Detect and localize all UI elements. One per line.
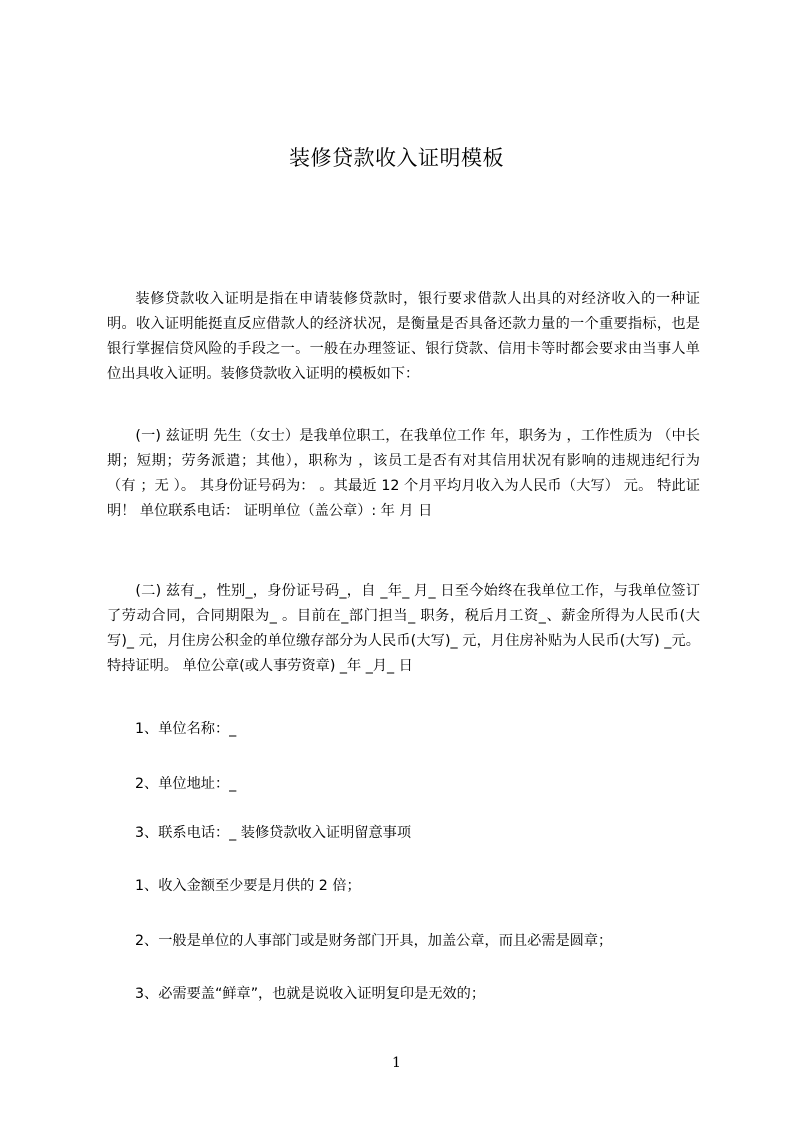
document-title: 装修贷款收入证明模板 xyxy=(289,146,504,170)
intro-paragraph: 装修贷款收入证明是指在申请装修贷款时，银行要求借款人出具的对经济收入的一种证明。收入证明能挺直反应借款人的经济状况，是衡量是否具备还款力量的一个重要指标，也是银行掌握信贷风险的手段之一。一般在办理签证、银行贷款、信用卡等时都会要求由当事人单位出具收入证明。装修贷款收入证明的模板如下： xyxy=(107,291,700,382)
list-item-fresh-seal: 3、必需要盖“鲜章”，也就是说收入证明复印是无效的； xyxy=(135,986,486,1002)
page-number: 1 xyxy=(392,1055,401,1071)
list-item-issuing-department: 2、一般是单位的人事部门或是财务部门开具，加盖公章，而且必需是圆章； xyxy=(135,933,613,949)
template-two-paragraph: (二) 兹有_，性别_，身份证号码_，自 _年_ 月_ 日至今始终在我单位工作，与我单位签订了劳动合同，合同期限为_ 。目前在_部门担当_ 职务，税后月工资_、薪金所得为人民币(大写)_ 元，月住房公积金的单位缴存部分为人民币(大写)_ 元，月住房补贴为人民币(大写) _元。 特持证明。 单位公章(或人事劳资章) _年 _月_ 日 xyxy=(107,583,700,674)
list-item-unit-address: 2、单位地址：_ xyxy=(135,776,237,792)
list-item-income-amount: 1、收入金额至少要是月供的 2 倍； xyxy=(135,878,361,894)
list-item-unit-name: 1、单位名称：_ xyxy=(135,721,237,737)
list-item-contact-phone: 3、联系电话：_ 装修贷款收入证明留意事项 xyxy=(135,825,412,841)
template-one-paragraph: (一) 兹证明 先生（女士）是我单位职工，在我单位工作 年，职务为 ，工作性质为 （中长期；短期；劳务派遣；其他），职称为 ，该员工是否有对其信用状况有影响的违规违纪行为 （有 ；无 ）。 其身份证号码为： 。其最近 12 个月平均月收入为人民币（大写） 元。 特此证明！ 单位联系电话： 证明单位（盖公章）: 年 月 日 xyxy=(107,428,700,519)
